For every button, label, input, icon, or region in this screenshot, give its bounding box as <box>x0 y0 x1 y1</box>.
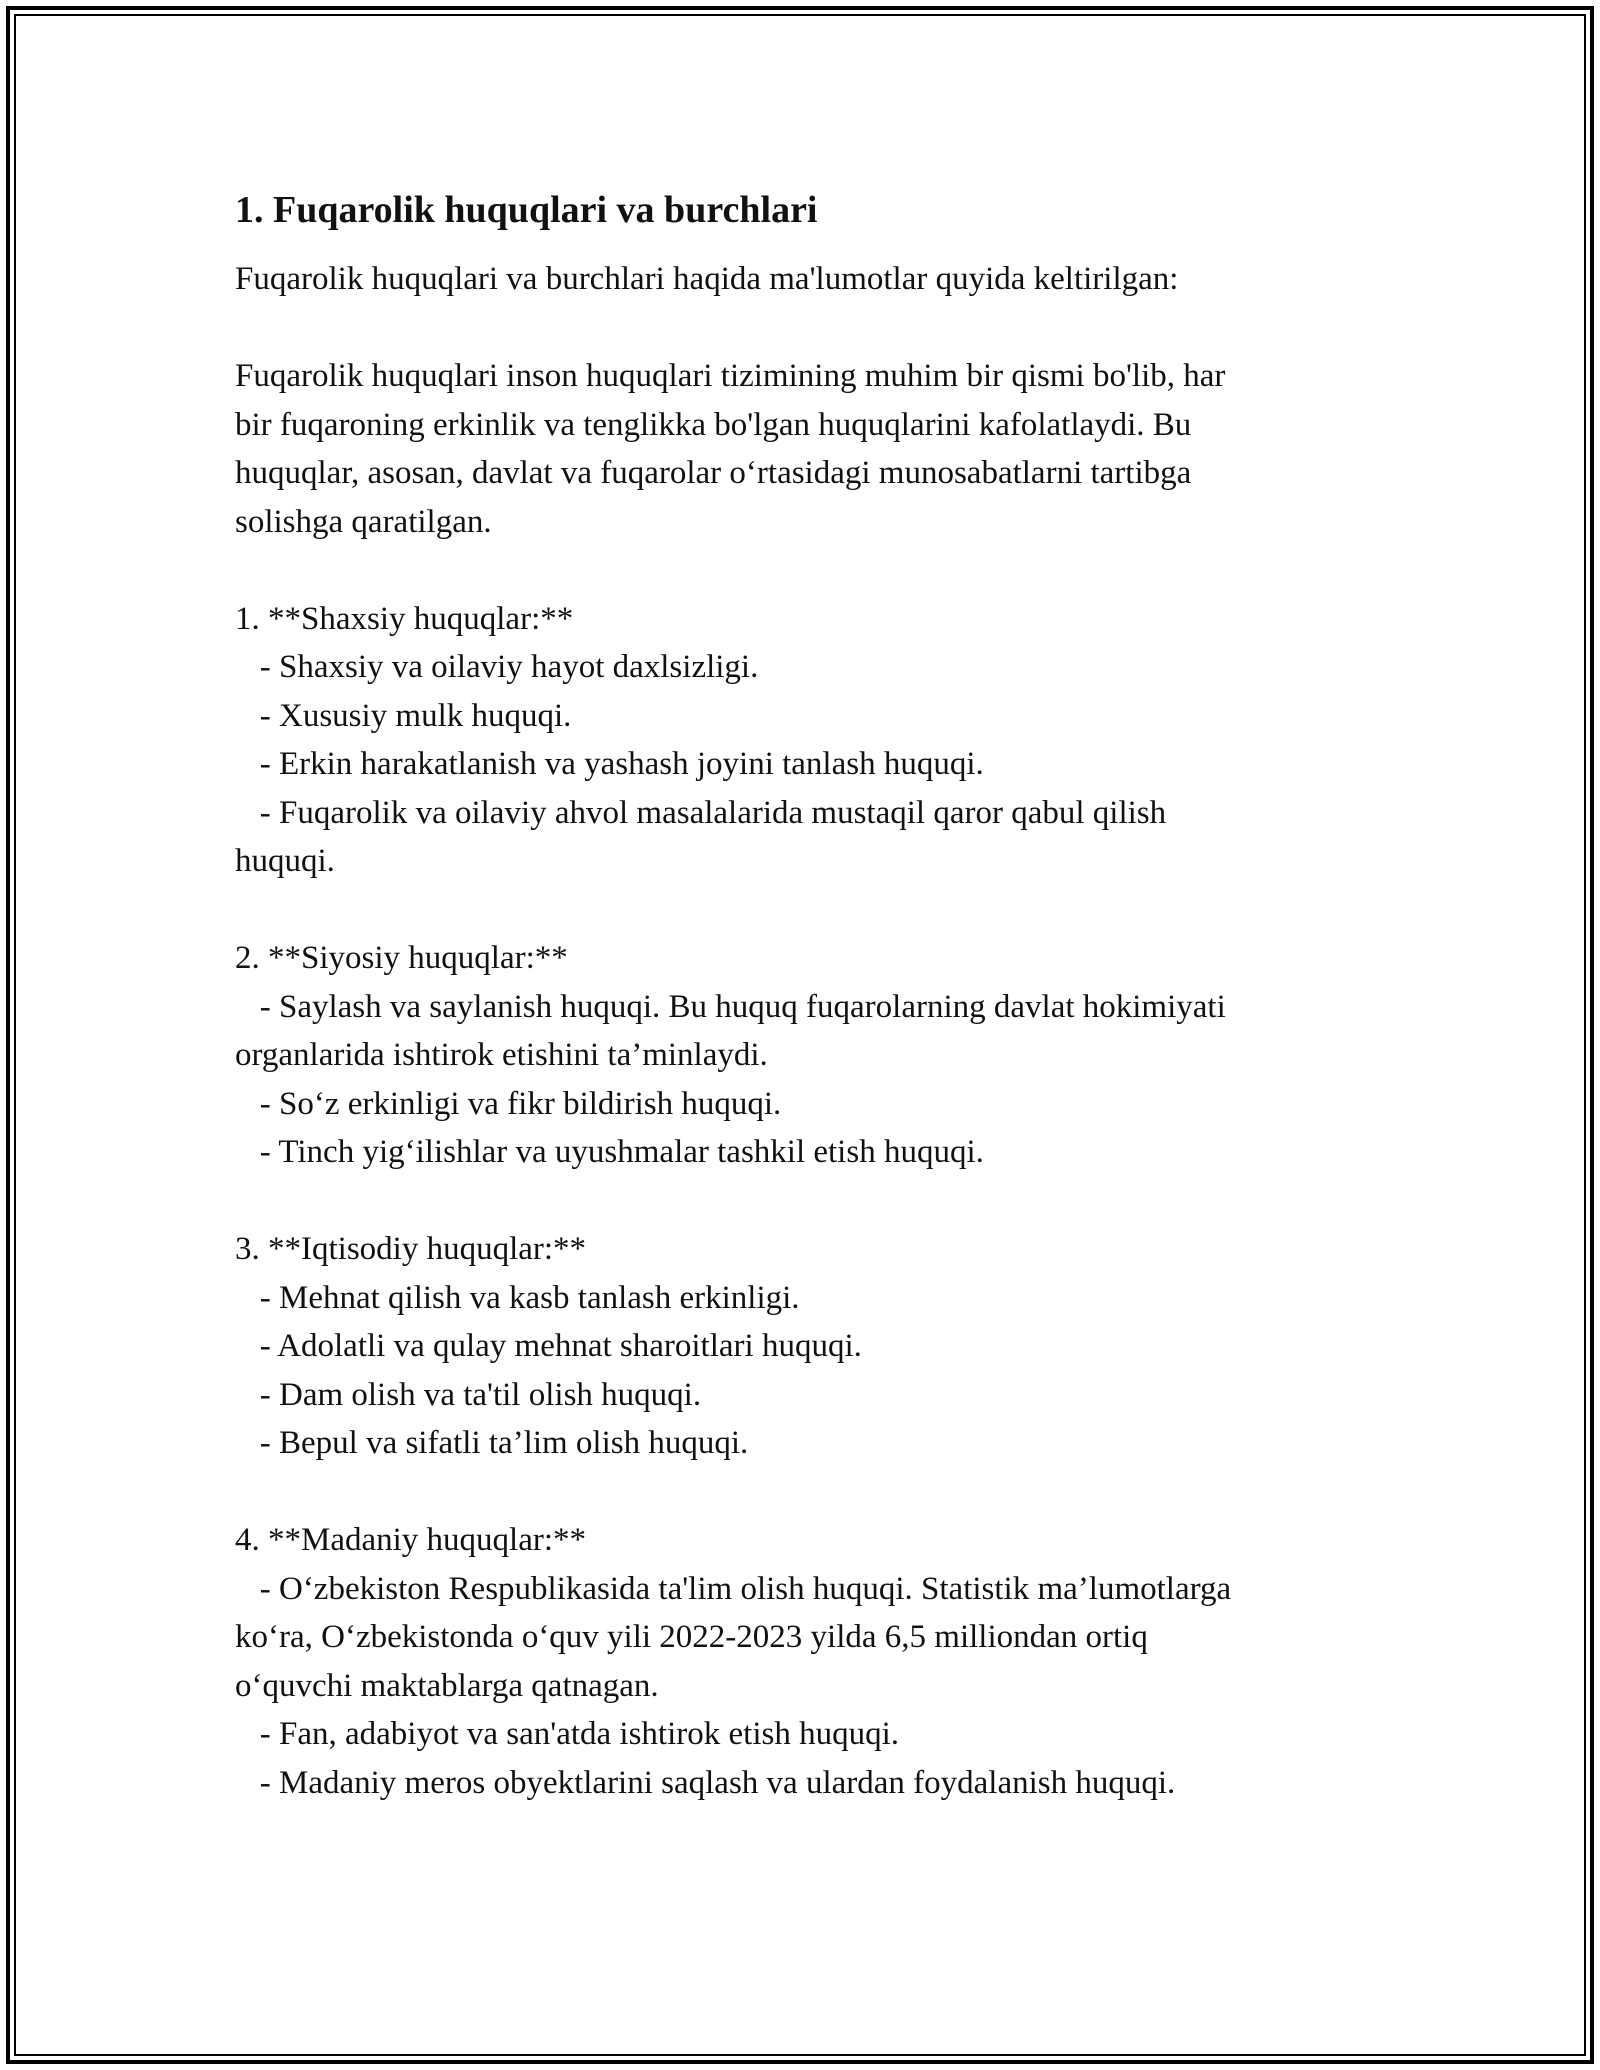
text-line: - Fuqarolik va oilaviy ahvol masalalarida mustaqil qaror qabul qilish <box>235 794 1167 831</box>
document-title: 1. Fuqarolik huquqlari va burchlari <box>235 189 818 231</box>
text-line: - So‘z erkinligi va fikr bildirish huquqi. <box>235 1085 782 1122</box>
blank-line <box>235 304 1385 353</box>
text-line: - Xususiy mulk huquqi. <box>235 697 572 734</box>
text-line: Fuqarolik huquqlari inson huquqlari tizimining muhim bir qismi bo'lib, har <box>235 358 1226 394</box>
text-line: - Bepul va sifatli ta’lim olish huquqi. <box>235 1425 749 1461</box>
text-line: 1. **Shaxsiy huquqlar:** <box>235 600 574 637</box>
blank-line <box>235 1468 1385 1517</box>
text-line: bir fuqaroning erkinlik va tenglikka bo'lgan huquqlarini kafolatlaydi. Bu <box>235 406 1192 443</box>
blank-line <box>235 1177 1385 1226</box>
text-line: - Erkin harakatlanish va yashash joyini tanlash huquqi. <box>235 746 984 782</box>
text-line: - Shaxsiy va oilaviy hayot daxlsizligi. <box>235 649 759 685</box>
text-line: huquqlar, asosan, davlat va fuqarolar o‘rtasidagi munosabatlarni tartibga <box>235 455 1192 491</box>
text-line: huquqi. <box>235 843 335 879</box>
text-line: ko‘ra, O‘zbekistonda o‘quv yili 2022-2023 yilda 6,5 milliondan ortiq <box>235 1619 1148 1655</box>
text-line: - Madaniy meros obyektlarini saqlash va ulardan foydalanish huquqi. <box>235 1764 1176 1801</box>
text-line: - Adolatli va qulay mehnat sharoitlari huquqi. <box>235 1328 862 1364</box>
text-line: Fuqarolik huquqlari va burchlari haqida ma'lumotlar quyida keltirilgan: <box>235 261 1179 297</box>
text-line: - Saylash va saylanish huquqi. Bu huquq fuqarolarning davlat hokimiyati <box>235 988 1226 1025</box>
text-line: - O‘zbekiston Respublikasida ta'lim olish huquqi. Statistik ma’lumotlarga <box>235 1570 1232 1607</box>
text-line: 3. **Iqtisodiy huquqlar:** <box>235 1231 587 1267</box>
blank-line <box>235 546 1385 595</box>
document-body <box>235 185 1385 1807</box>
text-line: - Mehnat qilish va kasb tanlash erkinligi. <box>235 1279 800 1316</box>
text-line: 2. **Siyosiy huquqlar:** <box>235 940 568 976</box>
text-line: solishga qaratilgan. <box>235 503 492 540</box>
text-line: 4. **Madaniy huquqlar:** <box>235 1522 587 1558</box>
text-line: organlarida ishtirok etishini ta’minlaydi. <box>235 1037 768 1073</box>
text-line: - Dam olish va ta'til olish huquqi. <box>235 1376 702 1413</box>
document-text <box>235 255 1385 1807</box>
text-line: - Tinch yig‘ilishlar va uyushmalar tashkil etish huquqi. <box>235 1134 984 1170</box>
text-line: o‘quvchi maktablarga qatnagan. <box>235 1667 659 1704</box>
text-line: - Fan, adabiyot va san'atda ishtirok etish huquqi. <box>235 1716 899 1752</box>
blank-line <box>235 886 1385 935</box>
